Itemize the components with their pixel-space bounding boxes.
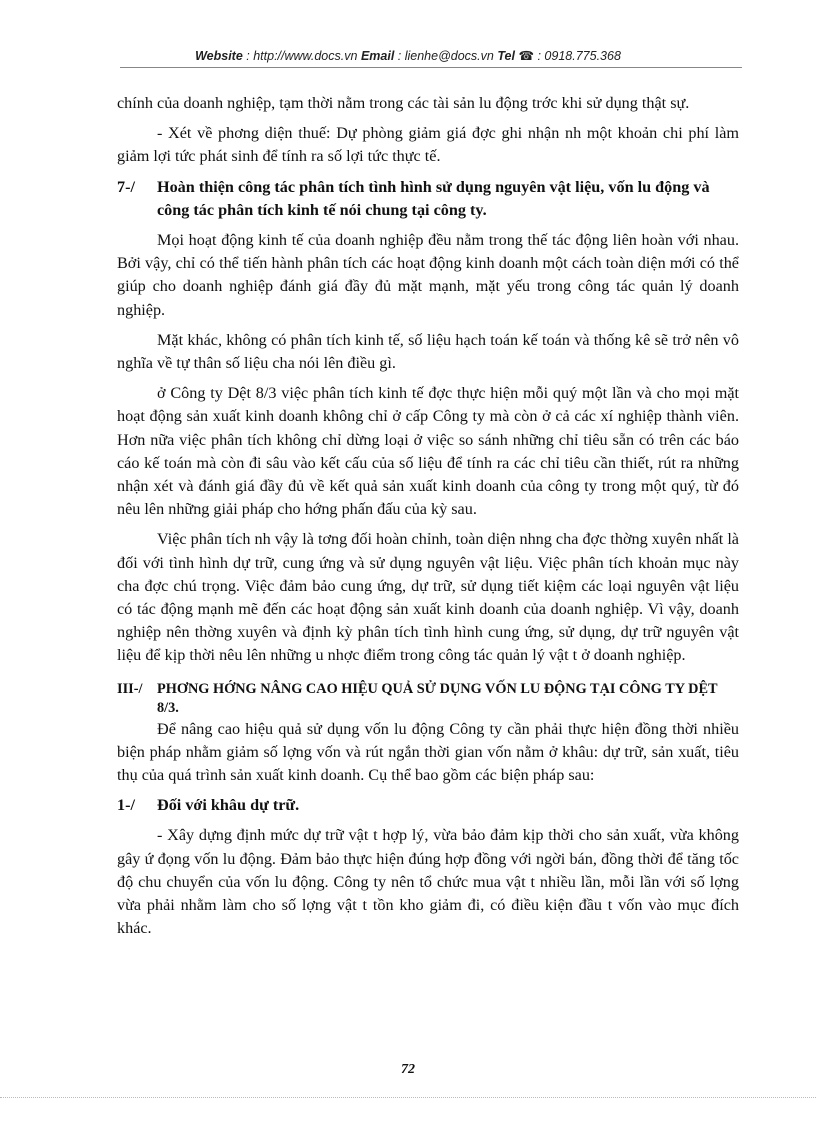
website-label: Website xyxy=(195,49,243,63)
tel-label: Tel xyxy=(497,49,515,63)
email-label: Email xyxy=(360,49,395,63)
paragraph-2: - Xét về phơng diện thuế: Dự phòng giảm giá đợc ghi nhận nh một khoản chi phí làm giảm lợi tức phát sinh để tính ra số lợi tức thực tế. xyxy=(117,124,739,166)
section-title: Hoàn thiện công tác phân tích tình hình sử dụng nguyên vật liệu, vốn lu động và công tác phân tích kinh tế nói chung tại công ty. xyxy=(157,177,710,219)
section-heading-iii xyxy=(117,680,739,718)
header-divider xyxy=(120,67,742,68)
section-title: Đối với khâu dự trữ. xyxy=(157,796,300,815)
paragraph-7: Để nâng cao hiệu quả sử dụng vốn lu động Công ty cần phải thực hiện đồng thời nhiều biện pháp nhằm giảm số lợng vốn và rút ngắn thời gian vốn nằm ở khâu: dự trữ, sản xuất, tiêu thụ của quá trình sản xuất kinh doanh. Cụ thể bao gồm các biện pháp sau: xyxy=(117,719,739,785)
paragraph-5: ở Công ty Dệt 8/3 việc phân tích kinh tế đợc thực hiện mỗi quý một lần và cho mọi mặt hoạt động sản xuất kinh doanh không chỉ ở cấp Công ty mà còn ở cả các xí nghiệp thành viên. Hơn nữa việc phân tích không chỉ dừng loại ở việc so sánh những chỉ tiêu sẵn có trên các báo cáo kế toán mà còn đi sâu vào kết cấu của số liệu để tính ra các chỉ tiêu cần thiết, rút ra những nhận xét và đánh giá đầy đủ về kết quả sản xuất kinh doanh của công ty trong một quý, từ đó nêu lên những giải pháp cho hớng phấn đấu của kỳ sau. xyxy=(117,384,739,519)
section-number: 7-/ xyxy=(117,177,135,196)
paragraph-8: - Xây dựng định mức dự trữ vật t hợp lý, vừa bảo đảm kịp thời cho sản xuất, vừa không gây ứ đọng vốn lu động. Đảm bảo thực hiện đúng hợp đồng với ngời bán, đồng thời để tăng tốc độ chu chuyển của vốn lu động. Công ty nên tổ chức mua vật t nhiều lần, mỗi lần với số lợng vừa phải nhằm làm cho số lợng vật t tồn kho giảm đi, có điều kiện đầu t vốn vào mục đích khác. xyxy=(117,826,739,938)
website-value: : http://www.docs.vn xyxy=(246,49,358,63)
email-value: : lienhe@docs.vn xyxy=(397,49,494,63)
tel-value: ☎ : 0918.775.368 xyxy=(518,49,621,63)
section-heading-7 xyxy=(117,176,739,222)
document-body xyxy=(117,92,739,941)
page-header xyxy=(0,48,816,63)
section-title: PHƠNG HỚNG NÂNG CAO HIỆU QUẢ SỬ DỤNG VỐN LU ĐỘNG TẠI CÔNG TY DỆT 8/3. xyxy=(157,680,718,716)
section-number: 1-/ xyxy=(117,796,135,815)
paragraph-3: Mọi hoạt động kinh tế của doanh nghiệp đều nằm trong thế tác động liên hoàn với nhau. Bởi vậy, chỉ có thể tiến hành phân tích các hoạt động kinh doanh một cách toàn diện mới có thể giúp cho doanh nghiệp đánh giá đầy đủ mặt mạnh, mặt yếu trong công tác quản lý doanh nghiệp. xyxy=(117,231,739,319)
section-number: III-/ xyxy=(117,680,143,697)
section-heading-1 xyxy=(117,794,739,817)
paragraph-4: Mặt khác, không có phân tích kinh tế, số liệu hạch toán kế toán và thống kê sẽ trở nên vô nghĩa về tự thân số liệu cha nói lên điều gì. xyxy=(117,330,739,373)
paragraph-6: Việc phân tích nh vậy là tơng đối hoàn chỉnh, toàn diện nhng cha đợc thờng xuyên nhất là đối với tình hình dự trữ, cung ứng và sử dụng nguyên vật liệu. Việc phân tích khoản mục này cha đợc chú trọng. Việc đảm bảo cung ứng, dự trữ, sử dụng tiết kiệm các loại nguyên vật liệu có tác động mạnh mẽ đến các hoạt động sản xuất kinh doanh của doanh nghiệp. Vì vậy, doanh nghiệp nên thờng xuyên và định kỳ phân tích tình hình cung ứng, sử dụng, dự trữ nguyên vật liệu để kịp thời nêu lên những u nhợc điểm trong công tác quản lý vật t ở doanh nghiệp. xyxy=(117,530,739,665)
paragraph-1: chính của doanh nghiệp, tạm thời nằm trong các tài sản lu động trớc khi sử dụng thật sự. xyxy=(117,94,690,112)
page-number: 72 xyxy=(401,1062,415,1077)
footer-divider xyxy=(0,1097,816,1098)
